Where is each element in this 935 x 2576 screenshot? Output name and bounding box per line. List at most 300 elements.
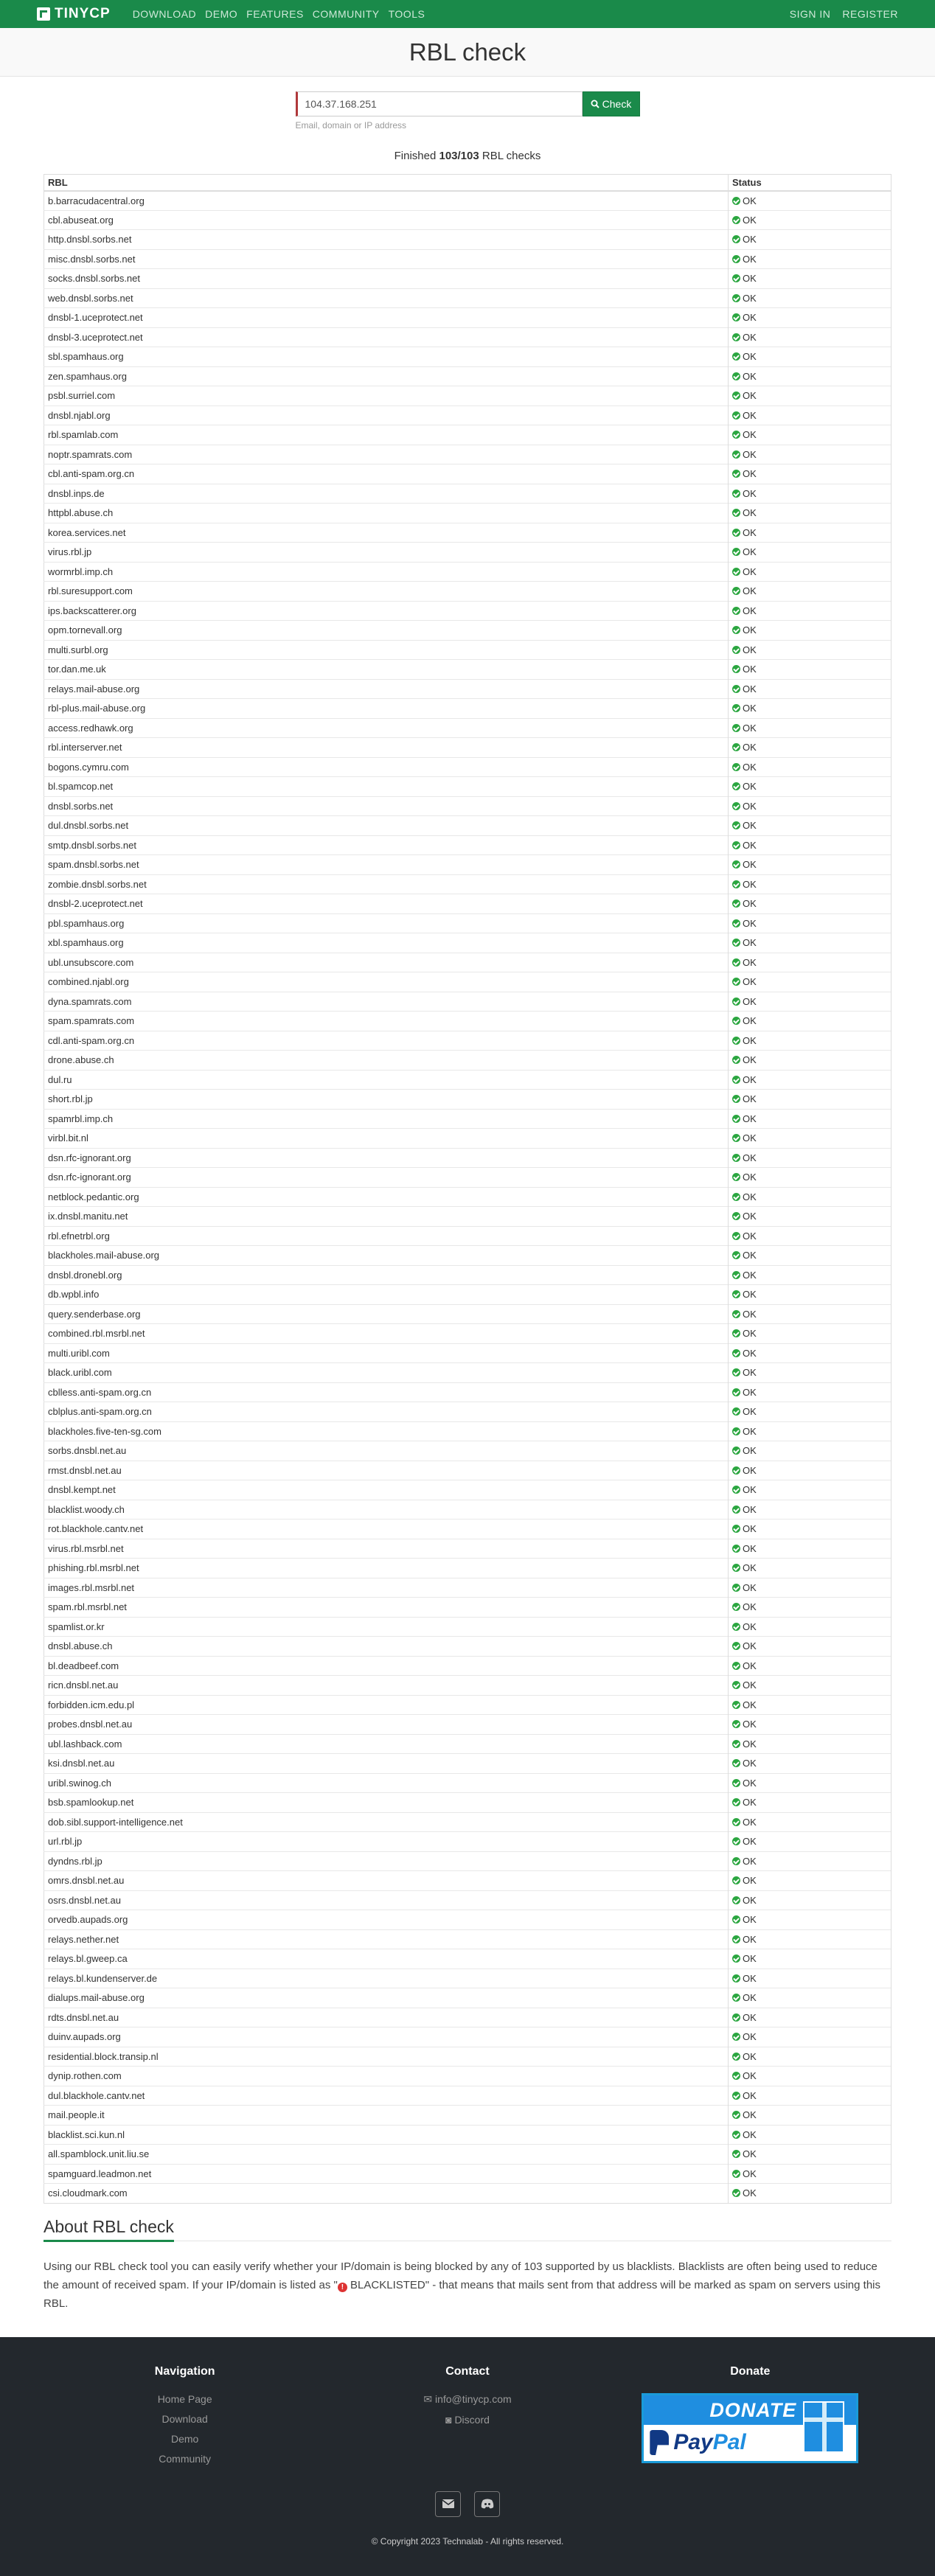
check-circle-icon bbox=[732, 1623, 740, 1631]
rbl-name: dnsbl-1.uceprotect.net bbox=[44, 308, 729, 328]
table-row bbox=[44, 1734, 891, 1754]
check-circle-icon bbox=[732, 1740, 740, 1748]
check-circle-icon bbox=[732, 1193, 740, 1201]
status-cell bbox=[729, 1890, 891, 1910]
status-text: OK bbox=[743, 1073, 757, 1085]
table-row bbox=[44, 1207, 891, 1227]
status-text: OK bbox=[743, 2128, 757, 2140]
check-circle-icon bbox=[732, 998, 740, 1006]
rbl-name: rbl.efnetrbl.org bbox=[44, 1226, 729, 1246]
status-text: OK bbox=[743, 468, 757, 480]
table-row bbox=[44, 1929, 891, 1949]
check-circle-icon bbox=[732, 1466, 740, 1475]
rbl-table-wrapper bbox=[44, 174, 891, 2204]
status-cell bbox=[729, 2106, 891, 2126]
rbl-name: rbl.spamlab.com bbox=[44, 425, 729, 445]
rbl-name: dialups.mail-abuse.org bbox=[44, 1988, 729, 2008]
check-circle-icon bbox=[732, 841, 740, 849]
donate-badge-top: DONATE bbox=[644, 2395, 856, 2425]
rbl-name: bl.deadbeef.com bbox=[44, 1656, 729, 1676]
rbl-name: dnsbl.sorbs.net bbox=[44, 796, 729, 816]
table-row bbox=[44, 405, 891, 425]
rbl-name: pbl.spamhaus.org bbox=[44, 913, 729, 933]
rbl-name: dnsbl.abuse.ch bbox=[44, 1637, 729, 1657]
rbl-name: dnsbl.njabl.org bbox=[44, 405, 729, 425]
status-text: OK bbox=[743, 644, 757, 655]
table-row bbox=[44, 249, 891, 269]
status-text: OK bbox=[743, 1464, 757, 1476]
check-circle-icon bbox=[732, 1857, 740, 1865]
status-text: OK bbox=[743, 1367, 757, 1379]
status-text: OK bbox=[743, 331, 757, 343]
about-section bbox=[44, 2217, 891, 2313]
table-row bbox=[44, 1598, 891, 1618]
table-row bbox=[44, 640, 891, 660]
status-text: OK bbox=[743, 995, 757, 1007]
table-row bbox=[44, 660, 891, 680]
table-row bbox=[44, 855, 891, 875]
rbl-name: virus.rbl.jp bbox=[44, 543, 729, 563]
table-row bbox=[44, 1031, 891, 1051]
register-link[interactable]: REGISTER bbox=[842, 8, 898, 20]
rbl-name: url.rbl.jp bbox=[44, 1832, 729, 1852]
status-text: OK bbox=[743, 2187, 757, 2199]
status-text: OK bbox=[743, 820, 757, 832]
check-button-label: Check bbox=[602, 98, 632, 110]
status-text: OK bbox=[743, 1132, 757, 1144]
table-row bbox=[44, 2184, 891, 2204]
discord-icon: ◙ bbox=[445, 2413, 452, 2426]
table-row bbox=[44, 1910, 891, 1930]
rbl-name: probes.dnsbl.net.au bbox=[44, 1715, 729, 1735]
rbl-name: ricn.dnsbl.net.au bbox=[44, 1676, 729, 1696]
table-row bbox=[44, 1637, 891, 1657]
table-row bbox=[44, 1051, 891, 1071]
check-circle-icon bbox=[732, 1564, 740, 1572]
status-text: OK bbox=[743, 565, 757, 577]
status-cell bbox=[729, 543, 891, 563]
status-cell bbox=[729, 1539, 891, 1559]
rbl-name: rbl.interserver.net bbox=[44, 738, 729, 758]
check-circle-icon bbox=[732, 1076, 740, 1084]
status-cell bbox=[729, 1773, 891, 1793]
table-row bbox=[44, 1187, 891, 1207]
status-cell bbox=[729, 1187, 891, 1207]
check-circle-icon bbox=[732, 978, 740, 986]
check-circle-icon bbox=[732, 1407, 740, 1416]
check-circle-icon bbox=[732, 1447, 740, 1455]
status-cell bbox=[729, 1559, 891, 1578]
status-cell bbox=[729, 269, 891, 289]
rbl-name: sbl.spamhaus.org bbox=[44, 347, 729, 367]
status-cell bbox=[729, 1598, 891, 1618]
nav-link-features[interactable]: FEATURES bbox=[246, 8, 304, 20]
status-text: OK bbox=[743, 722, 757, 734]
check-circle-icon bbox=[732, 587, 740, 595]
footer-link-demo[interactable]: Demo bbox=[170, 2432, 199, 2445]
rbl-name: ksi.dnsbl.net.au bbox=[44, 1754, 729, 1774]
rbl-name: images.rbl.msrbl.net bbox=[44, 1578, 729, 1598]
status-text: OK bbox=[743, 1328, 757, 1340]
rbl-name: xbl.spamhaus.org bbox=[44, 933, 729, 953]
status-cell bbox=[729, 1012, 891, 1031]
check-circle-icon bbox=[732, 1388, 740, 1396]
table-row bbox=[44, 1090, 891, 1110]
table-row bbox=[44, 1461, 891, 1480]
status-cell bbox=[729, 679, 891, 699]
status-text: OK bbox=[743, 761, 757, 773]
check-circle-icon bbox=[732, 1662, 740, 1670]
rbl-name: osrs.dnsbl.net.au bbox=[44, 1890, 729, 1910]
table-row bbox=[44, 972, 891, 992]
rbl-name: cblless.anti-spam.org.cn bbox=[44, 1382, 729, 1402]
status-text: OK bbox=[743, 1581, 757, 1593]
result-count: 103/103 bbox=[439, 150, 479, 162]
check-circle-icon bbox=[732, 470, 740, 478]
logo-text: TINYCP bbox=[55, 6, 111, 21]
check-circle-icon bbox=[732, 782, 740, 790]
check-circle-icon bbox=[732, 1037, 740, 1045]
email-social-button[interactable] bbox=[435, 2491, 461, 2517]
table-row bbox=[44, 425, 891, 445]
social-buttons bbox=[0, 2491, 935, 2517]
status-text: OK bbox=[743, 292, 757, 304]
rbl-name: dnsbl.dronebl.org bbox=[44, 1265, 729, 1285]
about-text bbox=[44, 2258, 891, 2313]
status-text: OK bbox=[743, 195, 757, 206]
paypal-donate-button[interactable] bbox=[642, 2393, 858, 2463]
discord-icon bbox=[481, 2499, 494, 2509]
status-text: OK bbox=[743, 1797, 757, 1809]
status-cell bbox=[729, 738, 891, 758]
table-row bbox=[44, 1578, 891, 1598]
table-row bbox=[44, 210, 891, 230]
status-text: OK bbox=[743, 2070, 757, 2082]
rbl-name: relays.bl.kundenserver.de bbox=[44, 1968, 729, 1988]
contact-discord-link[interactable] bbox=[326, 2414, 608, 2426]
rbl-name: mail.people.it bbox=[44, 2106, 729, 2126]
check-circle-icon bbox=[732, 450, 740, 459]
nav-link-demo[interactable]: DEMO bbox=[205, 8, 238, 20]
table-row bbox=[44, 1363, 891, 1383]
rbl-name: relays.nether.net bbox=[44, 1929, 729, 1949]
status-text: OK bbox=[743, 1914, 757, 1926]
status-cell bbox=[729, 1051, 891, 1071]
check-circle-icon bbox=[732, 529, 740, 537]
status-text: OK bbox=[743, 781, 757, 793]
status-text: OK bbox=[743, 1250, 757, 1261]
table-row bbox=[44, 1617, 891, 1637]
table-row bbox=[44, 1402, 891, 1422]
envelope-icon bbox=[442, 2499, 454, 2508]
contact-email-link[interactable] bbox=[326, 2393, 608, 2406]
nav-link-community[interactable]: COMMUNITY bbox=[312, 8, 380, 20]
status-text: OK bbox=[743, 898, 757, 910]
status-cell bbox=[729, 2184, 891, 2204]
check-circle-icon bbox=[732, 743, 740, 751]
status-cell bbox=[729, 484, 891, 504]
check-circle-icon bbox=[732, 274, 740, 282]
status-text: OK bbox=[743, 1601, 757, 1613]
status-cell bbox=[729, 2145, 891, 2165]
search-row bbox=[296, 91, 640, 116]
check-circle-icon bbox=[732, 1584, 740, 1592]
status-cell bbox=[729, 327, 891, 347]
status-cell bbox=[729, 464, 891, 484]
status-text: OK bbox=[743, 1660, 757, 1671]
footer-nav-title: Navigation bbox=[154, 2364, 215, 2378]
table-row bbox=[44, 1695, 891, 1715]
status-cell bbox=[729, 796, 891, 816]
rbl-name: noptr.spamrats.com bbox=[44, 445, 729, 464]
table-row bbox=[44, 2067, 891, 2086]
table-row bbox=[44, 1949, 891, 1969]
status-cell bbox=[729, 1695, 891, 1715]
check-circle-icon bbox=[732, 626, 740, 634]
status-text: OK bbox=[743, 1093, 757, 1105]
status-text: OK bbox=[743, 487, 757, 499]
table-row bbox=[44, 1773, 891, 1793]
rbl-name: zombie.dnsbl.sorbs.net bbox=[44, 874, 729, 894]
check-circle-icon bbox=[732, 1115, 740, 1123]
status-text: OK bbox=[743, 1679, 757, 1691]
status-text: OK bbox=[743, 546, 757, 558]
rbl-name: dob.sibl.support-intelligence.net bbox=[44, 1812, 729, 1832]
rbl-name: multi.surbl.org bbox=[44, 640, 729, 660]
paypal-icon bbox=[650, 2430, 669, 2455]
search-input[interactable] bbox=[296, 91, 583, 116]
status-cell bbox=[729, 2067, 891, 2086]
rbl-name: phishing.rbl.msrbl.net bbox=[44, 1559, 729, 1578]
rbl-name: tor.dan.me.uk bbox=[44, 660, 729, 680]
footer-link-download[interactable]: Download bbox=[161, 2412, 208, 2425]
table-row bbox=[44, 913, 891, 933]
nav-links bbox=[133, 8, 425, 20]
rbl-name: ips.backscatterer.org bbox=[44, 601, 729, 621]
status-cell bbox=[729, 2008, 891, 2027]
rbl-name: uribl.swinog.ch bbox=[44, 1773, 729, 1793]
about-text-part-1: Using our RBL check tool you can easily verify whether your IP/domain is being blocked by any of 103 supported by us blacklists. Blacklists are often being used to reduce the amount of received spam. If your IP/domain is listed as " bbox=[44, 2260, 877, 2291]
check-circle-icon bbox=[732, 1876, 740, 1884]
status-text: OK bbox=[743, 917, 757, 929]
status-cell bbox=[729, 757, 891, 777]
status-text: OK bbox=[743, 1972, 757, 1984]
status-cell bbox=[729, 1812, 891, 1832]
rbl-name: rot.blackhole.cantv.net bbox=[44, 1520, 729, 1539]
status-text: OK bbox=[743, 312, 757, 324]
footer-contact-title: Contact bbox=[445, 2364, 490, 2378]
check-circle-icon bbox=[732, 607, 740, 615]
rbl-name: dsn.rfc-ignorant.org bbox=[44, 1168, 729, 1188]
table-row bbox=[44, 699, 891, 719]
check-circle-icon bbox=[732, 763, 740, 771]
status-cell bbox=[729, 1715, 891, 1735]
status-text: OK bbox=[743, 2050, 757, 2062]
status-cell bbox=[729, 1070, 891, 1090]
rbl-name: dul.dnsbl.sorbs.net bbox=[44, 816, 729, 836]
status-text: OK bbox=[743, 1758, 757, 1769]
table-row bbox=[44, 1109, 891, 1129]
paypal-pal: Pal bbox=[712, 2430, 746, 2454]
status-text: OK bbox=[743, 1230, 757, 1242]
status-cell bbox=[729, 1285, 891, 1305]
check-circle-icon bbox=[732, 1759, 740, 1767]
status-text: OK bbox=[743, 409, 757, 421]
about-title: About RBL check bbox=[44, 2217, 174, 2242]
rbl-name: dul.blackhole.cantv.net bbox=[44, 2086, 729, 2106]
footer-link-community[interactable]: Community bbox=[159, 2452, 212, 2465]
rbl-name: short.rbl.jp bbox=[44, 1090, 729, 1110]
check-circle-icon bbox=[732, 255, 740, 263]
table-row bbox=[44, 562, 891, 582]
table-row bbox=[44, 1656, 891, 1676]
status-cell bbox=[729, 1988, 891, 2008]
envelope-icon: ✉ bbox=[423, 2392, 433, 2405]
status-cell bbox=[729, 2086, 891, 2106]
status-text: OK bbox=[743, 214, 757, 226]
rbl-name: blackholes.mail-abuse.org bbox=[44, 1246, 729, 1266]
check-circle-icon bbox=[732, 1017, 740, 1025]
status-text: OK bbox=[743, 1289, 757, 1301]
title-bar bbox=[0, 28, 935, 77]
check-circle-icon bbox=[732, 372, 740, 380]
rbl-column-header: RBL bbox=[44, 175, 729, 191]
sign-in-link[interactable]: SIGN IN bbox=[789, 8, 831, 20]
rbl-name: dnsbl-3.uceprotect.net bbox=[44, 327, 729, 347]
check-circle-icon bbox=[732, 548, 740, 556]
table-row bbox=[44, 504, 891, 523]
status-text: OK bbox=[743, 2011, 757, 2023]
check-circle-icon bbox=[732, 1427, 740, 1435]
status-text: OK bbox=[743, 1015, 757, 1027]
rbl-name: omrs.dnsbl.net.au bbox=[44, 1871, 729, 1891]
status-cell bbox=[729, 1480, 891, 1500]
status-cell bbox=[729, 2125, 891, 2145]
table-row bbox=[44, 1265, 891, 1285]
table-row bbox=[44, 366, 891, 386]
check-circle-icon bbox=[732, 1134, 740, 1142]
rbl-name: web.dnsbl.sorbs.net bbox=[44, 288, 729, 308]
status-cell bbox=[729, 1461, 891, 1480]
nav-link-download[interactable]: DOWNLOAD bbox=[132, 8, 197, 20]
table-row bbox=[44, 1304, 891, 1324]
table-row bbox=[44, 445, 891, 464]
table-row bbox=[44, 1520, 891, 1539]
status-cell bbox=[729, 1949, 891, 1969]
status-text: OK bbox=[743, 1933, 757, 1945]
check-circle-icon bbox=[732, 313, 740, 321]
rbl-name: virus.rbl.msrbl.net bbox=[44, 1539, 729, 1559]
rbl-name: ix.dnsbl.manitu.net bbox=[44, 1207, 729, 1227]
rbl-table bbox=[44, 174, 891, 2204]
rbl-name: smtp.dnsbl.sorbs.net bbox=[44, 835, 729, 855]
status-cell bbox=[729, 660, 891, 680]
nav-link-tools[interactable]: TOOLS bbox=[388, 8, 425, 20]
status-cell bbox=[729, 308, 891, 328]
status-cell bbox=[729, 230, 891, 250]
table-row bbox=[44, 874, 891, 894]
check-button[interactable] bbox=[583, 91, 640, 116]
table-row bbox=[44, 1168, 891, 1188]
status-cell bbox=[729, 1382, 891, 1402]
rbl-name: virbl.bit.nl bbox=[44, 1129, 729, 1149]
table-row bbox=[44, 953, 891, 972]
nav-auth-links bbox=[790, 8, 898, 20]
footer-donate-title: Donate bbox=[730, 2364, 771, 2378]
check-circle-icon bbox=[732, 2053, 740, 2061]
status-cell bbox=[729, 1109, 891, 1129]
footer-link-home[interactable]: Home Page bbox=[157, 2392, 212, 2405]
status-text: OK bbox=[743, 1484, 757, 1496]
status-text: OK bbox=[743, 1347, 757, 1359]
page-title: RBL check bbox=[409, 38, 526, 66]
rbl-name: spam.spamrats.com bbox=[44, 1012, 729, 1031]
gift-icon bbox=[803, 2401, 844, 2453]
table-row bbox=[44, 1480, 891, 1500]
check-circle-icon bbox=[732, 860, 740, 868]
rbl-name: csi.cloudmark.com bbox=[44, 2184, 729, 2204]
table-row bbox=[44, 1676, 891, 1696]
rbl-name: dyndns.rbl.jp bbox=[44, 1851, 729, 1871]
rbl-name: bsb.spamlookup.net bbox=[44, 1793, 729, 1813]
check-circle-icon bbox=[732, 1701, 740, 1709]
status-text: OK bbox=[743, 1719, 757, 1730]
status-text: OK bbox=[743, 1699, 757, 1710]
table-row bbox=[44, 1715, 891, 1735]
logo[interactable] bbox=[37, 6, 111, 22]
rbl-name: access.redhawk.org bbox=[44, 718, 729, 738]
table-row bbox=[44, 1285, 891, 1305]
table-row bbox=[44, 1148, 891, 1168]
check-circle-icon bbox=[732, 1525, 740, 1533]
check-circle-icon bbox=[732, 1056, 740, 1064]
logo-icon bbox=[37, 7, 50, 21]
copyright: © Copyright 2023 Technalab - All rights reserved. bbox=[371, 2535, 564, 2547]
check-circle-icon bbox=[732, 1818, 740, 1826]
rbl-name: blacklist.sci.kun.nl bbox=[44, 2125, 729, 2145]
status-cell bbox=[729, 1734, 891, 1754]
table-row bbox=[44, 2125, 891, 2145]
table-row bbox=[44, 191, 891, 211]
status-cell bbox=[729, 894, 891, 914]
rbl-name: residential.block.transip.nl bbox=[44, 2047, 729, 2067]
table-row bbox=[44, 1812, 891, 1832]
status-cell bbox=[729, 1343, 891, 1363]
status-cell bbox=[729, 386, 891, 406]
status-cell bbox=[729, 191, 891, 211]
status-text: OK bbox=[743, 1992, 757, 2004]
status-cell bbox=[729, 816, 891, 836]
table-row bbox=[44, 1871, 891, 1891]
status-cell bbox=[729, 288, 891, 308]
status-text: OK bbox=[743, 839, 757, 851]
table-row bbox=[44, 484, 891, 504]
contact-discord-text: Discord bbox=[454, 2413, 490, 2426]
status-text: OK bbox=[743, 1953, 757, 1965]
check-circle-icon bbox=[732, 1349, 740, 1357]
check-circle-icon bbox=[732, 665, 740, 673]
table-row bbox=[44, 601, 891, 621]
status-text: OK bbox=[743, 1542, 757, 1554]
check-circle-icon bbox=[732, 958, 740, 967]
check-circle-icon bbox=[732, 2013, 740, 2022]
table-row bbox=[44, 796, 891, 816]
status-cell bbox=[729, 640, 891, 660]
status-cell bbox=[729, 582, 891, 602]
rbl-name: netblock.pedantic.org bbox=[44, 1187, 729, 1207]
rbl-name: cbl.anti-spam.org.cn bbox=[44, 464, 729, 484]
discord-social-button[interactable] bbox=[474, 2491, 500, 2517]
